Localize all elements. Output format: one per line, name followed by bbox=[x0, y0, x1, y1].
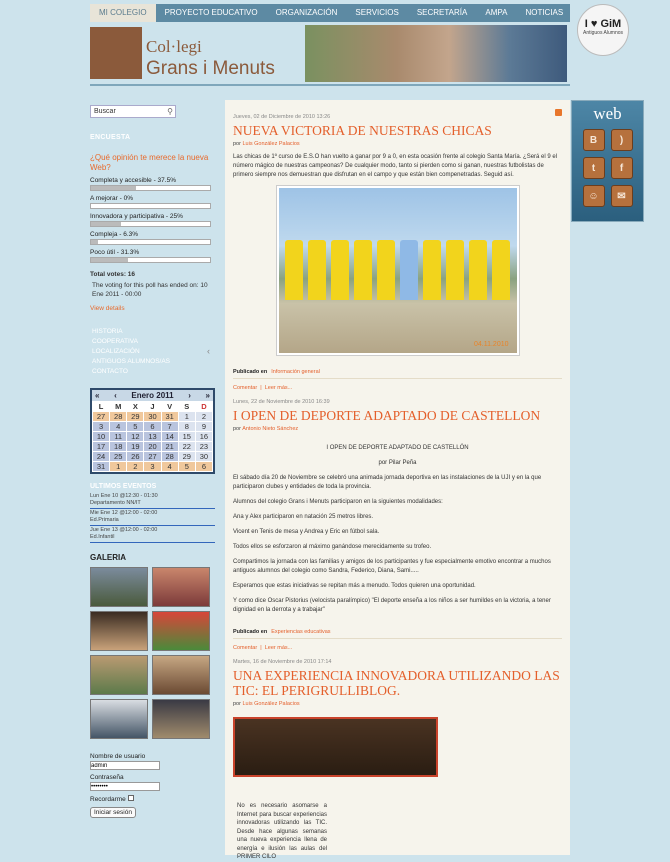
poll-bar bbox=[90, 239, 211, 245]
facebook-icon[interactable]: f bbox=[611, 157, 633, 179]
poll-section-title: ENCUESTA bbox=[90, 134, 131, 141]
poll-bar-fill bbox=[91, 222, 121, 226]
badge-line2: Antiguos Alumnos bbox=[582, 30, 624, 36]
calendar-day[interactable]: 26 bbox=[127, 452, 143, 461]
side-menu-item[interactable]: CONTACTO bbox=[92, 368, 128, 375]
weekday-header: S bbox=[179, 402, 195, 411]
contact-card-icon[interactable]: ☺ bbox=[583, 185, 605, 207]
nav-item[interactable]: NOTICIAS bbox=[525, 8, 564, 17]
calendar-day[interactable]: 14 bbox=[162, 432, 178, 441]
side-menu-item[interactable]: HISTORIA bbox=[92, 328, 123, 335]
rss-icon[interactable] bbox=[555, 109, 562, 116]
calendar-day[interactable]: 17 bbox=[93, 442, 109, 451]
nav-item[interactable]: PROYECTO EDUCATIVO bbox=[164, 8, 258, 17]
logo-line2: Grans i Menuts bbox=[146, 58, 275, 79]
post-paragraph: Todos ellos se esforzaron al máximo ganándose merecidamente su trofeo. bbox=[233, 544, 432, 550]
post bbox=[233, 399, 562, 651]
weekday-header: D bbox=[196, 402, 212, 411]
post-body: Las chicas de 1º curso de E.S.O han vuelto a ganar por 9 a 0, en esta ocasión frente al colegio Santa María. ¿Será el 9 el número mágico de nuestras campeonas? De cualquier modo, tanto si pierden como si ganan, nuestras futbolistas de primero siempre nos demuestran que disfrutan en el campo y que están bien compenetradas. Seguid así. bbox=[233, 154, 558, 178]
post-category bbox=[233, 629, 562, 639]
calendar-day[interactable]: 19 bbox=[127, 442, 143, 451]
comment-link[interactable]: Comentar bbox=[233, 385, 258, 391]
chevron-left-icon[interactable]: ‹ bbox=[207, 346, 210, 356]
poll-bar-fill bbox=[91, 258, 128, 262]
category-link[interactable]: Información general bbox=[271, 369, 320, 375]
poll-option-label: Compleja - 6.3% bbox=[90, 231, 139, 238]
calendar-day[interactable]: 5 bbox=[127, 422, 143, 431]
calendar-day[interactable]: 12 bbox=[127, 432, 143, 441]
gallery-photo[interactable] bbox=[90, 611, 148, 651]
calendar-day[interactable]: 24 bbox=[93, 452, 109, 461]
calendar-day[interactable]: 15 bbox=[179, 432, 195, 441]
calendar-day[interactable]: 29 bbox=[127, 412, 143, 421]
poll-bar-fill bbox=[91, 240, 98, 244]
nav-item[interactable]: SECRETARÍA bbox=[416, 8, 468, 17]
read-more-link[interactable]: Leer más... bbox=[264, 385, 293, 391]
twitter-icon[interactable]: t bbox=[583, 157, 605, 179]
gallery-photo[interactable] bbox=[152, 567, 210, 607]
poll-bar bbox=[90, 185, 211, 191]
post-paragraph: Y como dice Oscar Pistorius (velocista paralímpico) "El deporte enseña a los niños a ser humildes en la victoria, a tener dignidad en la derrota y a trabajar" bbox=[233, 598, 551, 613]
cal-prev-year[interactable]: « bbox=[95, 391, 100, 400]
login-button[interactable]: Iniciar sesión bbox=[90, 807, 136, 818]
post bbox=[233, 659, 562, 777]
weekday-header: J bbox=[144, 402, 160, 411]
calendar-day[interactable]: 21 bbox=[162, 442, 178, 451]
web-2-widget bbox=[571, 100, 644, 222]
player bbox=[446, 240, 464, 300]
post-byline bbox=[233, 701, 562, 707]
username-field[interactable] bbox=[90, 761, 160, 770]
password-label: Contraseña bbox=[90, 774, 124, 781]
weekday-header: L bbox=[93, 402, 109, 411]
gallery-photo[interactable] bbox=[90, 567, 148, 607]
post-paragraph: Esperamos que estas iniciativas se repitan más a menudo. Todos quieren una oportunidad. bbox=[233, 583, 476, 589]
cal-month-title: Enero 2011 bbox=[131, 391, 174, 400]
web-widget-title: web bbox=[593, 104, 622, 123]
calendar-day[interactable]: 6 bbox=[196, 462, 212, 471]
player bbox=[377, 240, 395, 300]
player bbox=[400, 240, 418, 300]
poll-bar-fill bbox=[91, 186, 136, 190]
calendar-day[interactable]: 11 bbox=[110, 432, 126, 441]
nav-item[interactable]: ORGANIZACIÓN bbox=[275, 8, 338, 17]
player bbox=[285, 240, 303, 300]
events-title: ULTIMOS EVENTOS bbox=[90, 483, 157, 490]
blogger-icon[interactable]: B bbox=[583, 129, 605, 151]
post-paragraph: Vicent en Tenis de mesa y Andrea y Eric en fútbol sala. bbox=[233, 529, 380, 535]
left-sidebar bbox=[90, 105, 215, 818]
post-category bbox=[233, 369, 562, 379]
calendar-day[interactable]: 7 bbox=[162, 422, 178, 431]
calendar-day[interactable]: 27 bbox=[144, 452, 160, 461]
published-label: Publicado en bbox=[233, 629, 268, 635]
search-input[interactable] bbox=[90, 105, 176, 118]
post-photo[interactable] bbox=[277, 186, 519, 355]
logo-mark bbox=[90, 27, 142, 79]
calendar-day[interactable]: 3 bbox=[144, 462, 160, 471]
player bbox=[492, 240, 510, 300]
calendar-day[interactable]: 2 bbox=[196, 412, 212, 421]
main-nav bbox=[90, 4, 570, 22]
calendar-day[interactable]: 23 bbox=[196, 442, 212, 451]
calendar-day[interactable]: 13 bbox=[144, 432, 160, 441]
poll-option-label: Poco útil - 31.3% bbox=[90, 249, 140, 256]
post-actions: Comentar | Leer más... bbox=[233, 645, 293, 651]
calendar-day[interactable]: 25 bbox=[110, 452, 126, 461]
calendar-day[interactable]: 10 bbox=[93, 432, 109, 441]
author-link[interactable]: Antonio Nieto Sánchez bbox=[242, 426, 299, 432]
gallery-photo[interactable] bbox=[152, 699, 210, 739]
poll-option-label: A mejorar - 0% bbox=[90, 195, 133, 202]
post-paragraph: Compartimos la jornada con las familias y amigos de los participantes y fue especialmente emotivo encontrar a muchos antiguos alumnos del colegio como Sandra, Federico, Diana, Sami..... bbox=[233, 559, 551, 574]
post-byline bbox=[233, 426, 562, 432]
player bbox=[354, 240, 372, 300]
calendar-day[interactable]: 9 bbox=[196, 422, 212, 431]
post-date: Martes, 16 de Noviembre de 2010 17:14 bbox=[233, 659, 332, 665]
by-label: por bbox=[233, 701, 241, 707]
calendar-day[interactable]: 1 bbox=[179, 412, 195, 421]
calendar-day[interactable]: 18 bbox=[110, 442, 126, 451]
poll-bar bbox=[90, 221, 211, 227]
header-banner-photo bbox=[305, 25, 567, 82]
event-time[interactable]: Jue Ene 13 @12:00 - 02:00 bbox=[90, 527, 158, 533]
by-label: por bbox=[233, 141, 241, 147]
main-content bbox=[225, 100, 570, 855]
school-logo[interactable] bbox=[90, 27, 295, 82]
calendar-day[interactable]: 28 bbox=[110, 412, 126, 421]
post-photo[interactable] bbox=[233, 717, 438, 777]
gallery-grid bbox=[90, 567, 215, 739]
calendar bbox=[90, 388, 215, 474]
search-icon[interactable]: ⚲ bbox=[167, 107, 173, 116]
poll-total: Total votes: 16 bbox=[90, 271, 136, 278]
rss-feed-icon[interactable]: ) bbox=[611, 129, 633, 151]
post-date: Lunes, 22 de Noviembre de 2010 16:39 bbox=[233, 399, 330, 405]
player bbox=[331, 240, 349, 300]
alumni-badge[interactable] bbox=[577, 4, 629, 56]
calendar-day[interactable]: 28 bbox=[162, 452, 178, 461]
gallery-title: GALERIA bbox=[90, 553, 126, 562]
nav-item[interactable]: MI COLEGIO bbox=[90, 4, 156, 22]
player bbox=[308, 240, 326, 300]
event-time[interactable]: Mie Ene 12 @12:00 - 02:00 bbox=[90, 510, 158, 516]
side-menu-item[interactable]: ANTIGUOS ALUMNOS/AS bbox=[92, 358, 171, 365]
weekday-header: X bbox=[127, 402, 143, 411]
calendar-day[interactable]: 4 bbox=[162, 462, 178, 471]
post-title[interactable]: NUEVA VICTORIA DE NUESTRAS CHICAS bbox=[233, 123, 492, 138]
calendar-day[interactable]: 27 bbox=[93, 412, 109, 421]
event-category: Ed.Primaria bbox=[90, 517, 119, 523]
event-category: Departamento NN/IT bbox=[90, 500, 141, 506]
remember-checkbox[interactable] bbox=[128, 795, 134, 801]
calendar-day[interactable]: 30 bbox=[144, 412, 160, 421]
cal-next-year[interactable]: » bbox=[205, 391, 210, 400]
side-menu-item[interactable]: COOPERATIVA bbox=[92, 338, 138, 345]
calendar-day[interactable]: 5 bbox=[179, 462, 195, 471]
side-menu-item[interactable]: LOCALIZACIÓN bbox=[92, 348, 140, 355]
post-excerpt: No es necesario asomarse a Internet para buscar experiencias innovadoras utilizando las TIC. Desde hace algunas semanas una nueva experiencia llena de energía e ilusión las aulas del PRIMER CILO bbox=[237, 803, 327, 860]
by-label: por bbox=[233, 426, 241, 432]
gallery-photo[interactable] bbox=[152, 655, 210, 695]
poll-ended: The voting for this poll has ended on: 10 Ene 2011 - 00:00 bbox=[92, 282, 208, 298]
username-label: Nombre de usuario bbox=[90, 753, 146, 760]
password-field[interactable] bbox=[90, 782, 160, 791]
poll-option-label: Innovadora y participativa - 25% bbox=[90, 213, 183, 220]
calendar-day[interactable]: 31 bbox=[162, 412, 178, 421]
poll-option bbox=[90, 249, 215, 263]
post-title[interactable]: I OPEN DE DEPORTE ADAPTADO DE CASTELLON bbox=[233, 408, 541, 423]
calendar-day[interactable]: 20 bbox=[144, 442, 160, 451]
post-actions: Comentar | Leer más... bbox=[233, 385, 293, 391]
post-title[interactable]: UNA EXPERIENCIA INNOVADORA UTILIZANDO LAS TIC: EL PERIGRULLIBLOG. bbox=[233, 668, 560, 698]
published-label: Publicado en bbox=[233, 369, 268, 375]
calendar-grid bbox=[92, 401, 213, 472]
cal-next-month[interactable]: › bbox=[188, 391, 191, 400]
post-paragraph: El sábado día 20 de Noviembre se celebró una animada jornada deportiva en las instalaciones de la UJI y en la que participaron clubes y entidades de toda la provincia. bbox=[233, 475, 542, 490]
calendar-day[interactable]: 29 bbox=[179, 452, 195, 461]
read-more-link[interactable]: Leer más... bbox=[264, 645, 293, 651]
mail-icon[interactable]: ✉ bbox=[611, 185, 633, 207]
calendar-day[interactable]: 30 bbox=[196, 452, 212, 461]
author-link[interactable]: Luis González Palacios bbox=[242, 141, 300, 147]
post-subheading: por Pilar Peña bbox=[378, 460, 417, 466]
gallery-photo[interactable] bbox=[90, 699, 148, 739]
poll-bar bbox=[90, 203, 211, 209]
event-category: Ed.Infantil bbox=[90, 534, 115, 540]
remember-label: Recordarme bbox=[90, 796, 126, 803]
calendar-day[interactable]: 1 bbox=[110, 462, 126, 471]
header-divider bbox=[90, 84, 570, 86]
view-details-link[interactable]: View details bbox=[90, 305, 125, 312]
author-link[interactable]: Luis González Palacios bbox=[242, 701, 300, 707]
logo-line1: Col·legi bbox=[146, 37, 202, 56]
badge-line1: I ♥ GiM bbox=[584, 18, 622, 30]
calendar-day[interactable]: 6 bbox=[144, 422, 160, 431]
post bbox=[233, 114, 562, 391]
weekday-header: V bbox=[162, 402, 178, 411]
calendar-day[interactable]: 2 bbox=[127, 462, 143, 471]
poll-option bbox=[90, 213, 215, 227]
events-list bbox=[90, 493, 215, 543]
post-heading: I OPEN DE DEPORTE ADAPTADO DE CASTELLÓN bbox=[326, 445, 469, 451]
calendar-day[interactable]: 8 bbox=[179, 422, 195, 431]
poll-option bbox=[90, 177, 215, 191]
team-players bbox=[283, 240, 513, 300]
nav-item[interactable]: AMPA bbox=[485, 8, 508, 17]
player bbox=[469, 240, 487, 300]
login-form bbox=[90, 753, 215, 818]
post-date: Jueves, 02 de Diciembre de 2010 13:26 bbox=[233, 114, 331, 120]
post-paragraph: Alumnos del colegio Grans i Menuts participaron en la siguientes modalidades: bbox=[233, 499, 443, 505]
photo-date-stamp: 04.11.2010 bbox=[473, 341, 509, 348]
poll-option bbox=[90, 231, 215, 245]
gallery-photo[interactable] bbox=[152, 611, 210, 651]
calendar-day[interactable]: 4 bbox=[110, 422, 126, 431]
comment-link[interactable]: Comentar bbox=[233, 645, 258, 651]
post-byline bbox=[233, 141, 562, 147]
poll-option bbox=[90, 195, 215, 209]
nav-item[interactable]: SERVICIOS bbox=[355, 8, 399, 17]
category-link[interactable]: Experiencias educativas bbox=[271, 629, 331, 635]
poll-question: ¿Qué opinión te merece la nueva Web? bbox=[90, 153, 209, 172]
player bbox=[423, 240, 441, 300]
calendar-day[interactable]: 22 bbox=[179, 442, 195, 451]
calendar-day[interactable]: 16 bbox=[196, 432, 212, 441]
calendar-day[interactable]: 31 bbox=[93, 462, 109, 471]
cal-prev-month[interactable]: ‹ bbox=[114, 391, 117, 400]
weekday-header: M bbox=[110, 402, 126, 411]
poll-option-label: Completa y accesible - 37.5% bbox=[90, 177, 176, 184]
poll-bar bbox=[90, 257, 211, 263]
gallery-photo[interactable] bbox=[90, 655, 148, 695]
side-menu bbox=[90, 328, 215, 378]
calendar-header bbox=[92, 390, 213, 401]
poll-options bbox=[90, 177, 215, 263]
calendar-day[interactable]: 3 bbox=[93, 422, 109, 431]
post-paragraph: Ana y Alex participaron en natación 25 metros libres. bbox=[233, 514, 374, 520]
event-time[interactable]: Lun Ene 10 @12:30 - 01:30 bbox=[90, 493, 158, 499]
search-placeholder: Buscar bbox=[94, 108, 116, 115]
